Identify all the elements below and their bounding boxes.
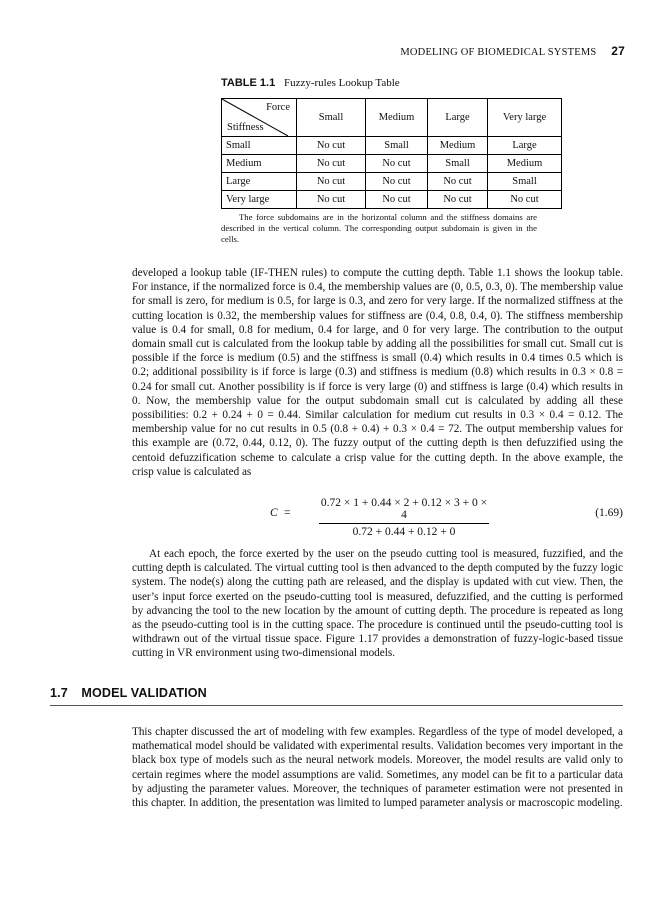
section-heading (50, 686, 207, 700)
body-paragraph-1: developed a lookup table (IF-THEN rules) to compute the cutting depth. Table 1.1 shows the lookup table. For instance, if the normalized force is 0.4, the membership values are (0, 0.5, 0.3, 0). The membership value for small is zero, for medium is 0.5, for large is 0.3, and zero for very large. If the normalized stiffness at the cutting location is 0.32, the membership values for stiffness are (0.4, 0.8, 0.4, 0). The stiffness membership value is 0.4 for small, 0.8 for medium, 0.4 for large, and 0 for very large. The contribution to the output domain small cut is calculated from the lookup table by adding all the possibilities for small cut. Small cut is possible if the force is medium (0.5) and the stiffness is small (0.4) which results in 0.4 times 0.5 which is 0.2; additional possibility is if force is large (0.3) and stiffness is medium (0.8) which results in 0.3 × 0.8 = 0.24 for small cut. Another possibility is if force is very large (0) and stiffness is large (0.4) which results in 0. Now, the membership value for the output subdomain small cut is calculated by adding all these possibilities: 0.2 + 0.24 + 0 = 0.44. Similar calculation for medium cut results in 0.3 × 0.4 = 0.12. The membership value for no cut results in 0.5 (0.8 + 0.4) + 0.3 × 0.4 = 72. The output membership values for this example are (0.72, 0.44, 0.12, 0). The fuzzy output of the cutting depth is then defuzzified using the centoid defuzzification scheme to calculate a crisp value for the cutting depth. In the above example, the crisp value is calculated as (132, 267, 623, 478)
table-cell: No cut (297, 173, 366, 191)
table-cell: No cut (428, 173, 488, 191)
equation-numerator: 0.72 × 1 + 0.44 × 2 + 0.12 × 3 + 0 × 4 (319, 497, 489, 524)
table-cell: No cut (366, 155, 428, 173)
equation-number: (1.69) (595, 507, 623, 519)
table-label: TABLE 1.1 (221, 77, 276, 89)
table-cell: No cut (428, 191, 488, 209)
column-header: Very large (488, 99, 562, 137)
row-header: Very large (222, 191, 297, 209)
table-row (222, 173, 562, 191)
equation-fraction (319, 497, 489, 538)
table-row (222, 137, 562, 155)
table-cell: No cut (297, 137, 366, 155)
row-header: Large (222, 173, 297, 191)
table-footnote (221, 212, 537, 245)
equation-1-69 (132, 497, 623, 538)
table-cell: No cut (366, 191, 428, 209)
body-paragraph-3: This chapter discussed the art of modeling with few examples. Regardless of the type of model developed, a mathematical model should be validated with experimental results. Validation becomes very important in the black box type of models such as the neural network models. Moreover, the model results are valid only to certain regimes where the model assumptions are valid. Sometimes, any model can be fit to a particular data by adjusting the parameter values. Moreover, the techniques of parameter estimation were not presented in this chapter. In addition, the presentation was limited to lumped parameter analysis or macroscopic modeling. (132, 726, 623, 810)
corner-col-label: Force (266, 102, 290, 113)
table-cell: Large (488, 137, 562, 155)
row-header: Small (222, 137, 297, 155)
section-number: 1.7 (50, 686, 68, 700)
table-title: Fuzzy-rules Lookup Table (283, 77, 400, 89)
running-head (0, 44, 625, 58)
equation-lhs: C (270, 507, 278, 519)
column-header: Medium (366, 99, 428, 137)
equation-equals: = (284, 507, 291, 519)
table-cell: Medium (488, 155, 562, 173)
table-cell: Small (366, 137, 428, 155)
table-row (222, 191, 562, 209)
table-cell: Small (488, 173, 562, 191)
table-header-row (222, 99, 562, 137)
table-cell: Medium (428, 137, 488, 155)
running-title: MODELING OF BIOMEDICAL SYSTEMS (400, 47, 597, 58)
table-footnote-text: The force subdomains are in the horizontal column and the stiffness domains are described in the vertical column. The corresponding output subdomain is given in the cells. (221, 212, 537, 244)
column-header: Small (297, 99, 366, 137)
section-rule (50, 705, 623, 706)
column-header: Large (428, 99, 488, 137)
corner-row-label: Stiffness (227, 122, 264, 133)
table-row (222, 155, 562, 173)
table-corner-cell (222, 99, 297, 137)
table-cell: No cut (297, 155, 366, 173)
table-cell: Small (428, 155, 488, 173)
equation-denominator: 0.72 + 0.44 + 0.12 + 0 (352, 526, 456, 538)
section-title: MODEL VALIDATION (81, 686, 207, 700)
row-header: Medium (222, 155, 297, 173)
fuzzy-rules-table (221, 98, 562, 209)
table-cell: No cut (297, 191, 366, 209)
page-number: 27 (611, 44, 625, 58)
body-paragraph-2: At each epoch, the force exerted by the user on the pseudo cutting tool is measured, fuzzified, and the cutting depth is calculated. The virtual cutting tool is then advanced to the depth computed by the fuzzy logic system. The node(s) along the cutting path are released, and the display is updated with cut view. Then, the user’s input force exerted on the pseudo-cutting tool is measured, defuzzified, and the cutting is performed by advancing the tool to the new location by the amount of cutting depth. The procedure is repeated as long as the pseudo-cutting tool is in the cutting space. The procedure is continued until the pseudo-cutting tool is withdrawn out of the virtual tissue space. Figure 1.17 provides a demonstration of fuzzy-logic-based tissue cutting in VR environment using two-dimensional models. (132, 548, 623, 660)
table-caption (221, 77, 400, 89)
table-cell: No cut (366, 173, 428, 191)
table-cell: No cut (488, 191, 562, 209)
